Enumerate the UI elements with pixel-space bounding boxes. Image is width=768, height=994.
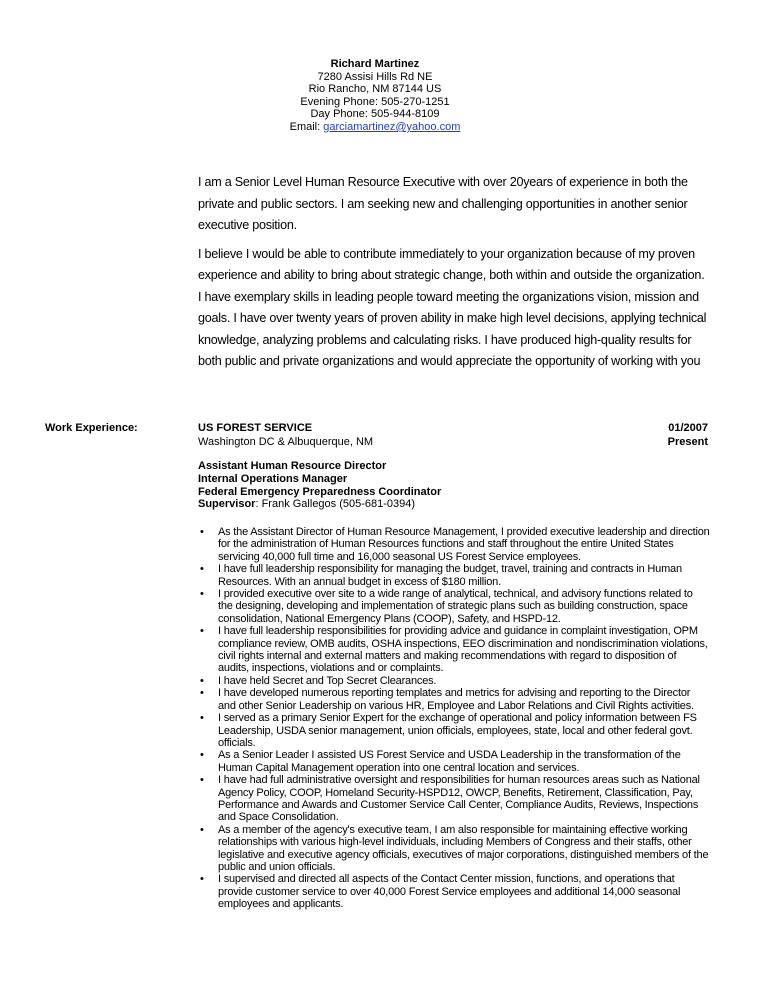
- bullet-text: I served as a primary Senior Expert for the exchange of operational and policy information between FS Leadership, USDA senior management, union officials, employees, state, local and other federal govt. officials.: [218, 712, 697, 749]
- bullet-icon: •: [200, 588, 204, 601]
- list-item: [198, 873, 710, 910]
- contact-header: [0, 58, 750, 134]
- email-line: [0, 121, 750, 134]
- bullet-text: I have had full administrative oversight and responsibilities for human resources areas such as National Agency Policy, COOP, Homeland Security-HSPD12, OWCP, Benefits, Retirement, Classification, Pay, Performance and Awards and Customer Service Call Center, Compliance Audits, Reviews, Inspections and Space Consolidation.: [218, 774, 700, 824]
- list-item: [198, 712, 710, 749]
- evening-phone: Evening Phone: 505-270-1251: [300, 95, 450, 108]
- supervisor-label: Supervisor: [198, 498, 256, 511]
- email-link[interactable]: garciamartinez@yahoo.com: [323, 120, 461, 133]
- bullet-icon: •: [200, 526, 204, 538]
- bullet-text: I have full leadership responsibility for managing the budget, travel, training and contracts in Human Resources. With an annual budget in excess of $180 million.: [218, 563, 682, 588]
- bullet-icon: •: [200, 873, 204, 886]
- bullet-text: As a Senior Leader I assisted US Forest Service and USDA Leadership in the transformation of the Human Capital Management operation into one central location and services.: [218, 749, 681, 774]
- bullet-text: I supervised and directed all aspects of the Contact Center mission, functions, and operations that provide customer service to over 40,000 Forest Service employees and additional 14,000 seasonal employees and applicants.: [218, 873, 681, 911]
- intro-paragraph: I believe I would be able to contribute immediately to your organization because of my proven experience and ability to bring about strategic change, both within and outside the organization. I have exemplary skills in leading people toward meeting the organizations vision, mission and goals. I have over twenty years of proven ability in make high level decisions, applying technical knowledge, analyzing problems and calculating risks. I have produced high-quality results for both public and private organizations and would appreciate the opportunity of working with you: [198, 246, 707, 368]
- bullet-icon: •: [200, 712, 204, 725]
- bullet-text: I have full leadership responsibilities for providing advice and guidance in complaint investigation, OPM compliance review, OMB audits, OSHA inspections, EEO discrimination and nondiscrimination violations, civil rights internal and external matters and making recommendations with regard to disposition of audits, inspections, violations and or complaints.: [218, 625, 708, 675]
- bullet-icon: •: [200, 774, 204, 787]
- address-line-1: 7280 Assisi Hills Rd NE: [317, 70, 433, 83]
- supervisor-line: [198, 498, 441, 511]
- bullet-icon: •: [200, 674, 204, 687]
- list-item: [198, 824, 710, 874]
- bullet-text: As a member of the agency's executive team, I am also responsible for maintaining effective working relationships with various high-level individuals, including Members of Congress and their staffs, other legislative and executive agency officials, executives of major corporations, distinguished members of the public and union officials.: [218, 823, 709, 873]
- work-experience-label: Work Experience:: [45, 422, 138, 434]
- bullet-text: As the Assistant Director of Human Resource Management, I provided executive leadership and direction for the administration of Human Resources functions and staff throughout the entire United States servicing 40,000 full time and 16,000 seasonal US Forest Service employees.: [218, 526, 710, 563]
- email-label: Email:: [289, 120, 324, 133]
- responsibilities-list: [198, 526, 710, 911]
- bullet-icon: •: [200, 563, 204, 576]
- bullet-icon: •: [200, 823, 204, 836]
- list-item: [198, 526, 710, 563]
- employer-name: US FOREST SERVICE: [198, 422, 313, 434]
- start-date: 01/2007: [668, 422, 708, 434]
- supervisor-value: : Frank Gallegos (505-681-0394): [255, 498, 416, 511]
- list-item: [198, 675, 710, 687]
- bullet-text: I provided executive over site to a wide range of analytical, technical, and advisory functions related to the designing, developing and implementation of strategic plans such as building construction, space consolidation, National Emergency Plans (COOP), Safety, and HSPD-12.: [218, 588, 693, 625]
- employer-block: [198, 422, 708, 449]
- bullet-icon: •: [200, 625, 204, 638]
- list-item: [198, 687, 710, 712]
- job-title: Assistant Human Resource Director: [198, 460, 387, 472]
- applicant-name: Richard Martinez: [330, 58, 420, 70]
- bullet-icon: •: [200, 749, 204, 762]
- job-title: Internal Operations Manager: [198, 472, 348, 485]
- list-item: [198, 563, 710, 588]
- job-title: Federal Emergency Preparedness Coordinator: [198, 485, 442, 498]
- employer-location: Washington DC & Albuquerque, NM: [198, 435, 374, 448]
- bullet-text: I have held Secret and Top Secret Clearances.: [218, 674, 437, 687]
- address-line-2: Rio Rancho, NM 87144 US: [308, 83, 442, 96]
- list-item: [198, 774, 710, 824]
- job-titles: [198, 460, 441, 511]
- list-item: [198, 749, 710, 774]
- end-date: Present: [667, 435, 708, 448]
- list-item: [198, 588, 710, 625]
- day-phone: Day Phone: 505-944-8109: [310, 108, 440, 121]
- intro-paragraph: I am a Senior Level Human Resource Executive with over 20years of experience in both the private and public sectors. I am seeking new and challenging opportunities in another senior executive position.: [198, 175, 688, 232]
- intro-section: [198, 172, 710, 380]
- bullet-icon: •: [200, 687, 204, 700]
- list-item: [198, 625, 710, 675]
- bullet-text: I have developed numerous reporting templates and metrics for advising and reporting to the Director and other Senior Leadership on various HR, Employee and Labor Relations and Civil Rights activities.: [218, 687, 694, 712]
